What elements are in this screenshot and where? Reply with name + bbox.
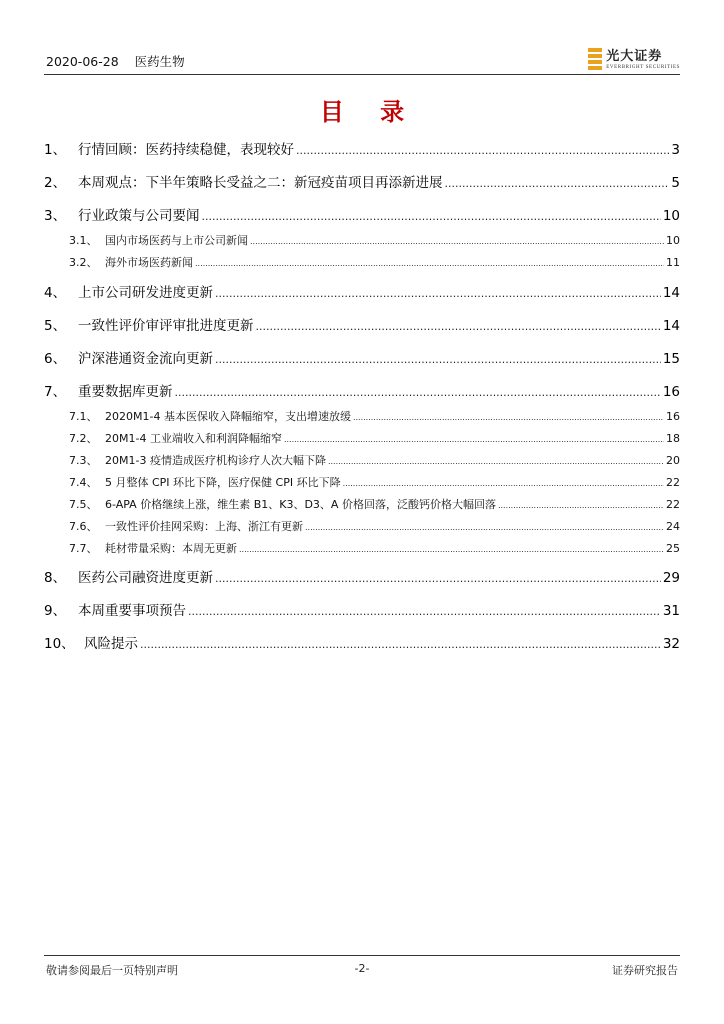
toc-page: 31 <box>662 603 680 619</box>
leader-dots <box>188 605 661 618</box>
toc-text: 风险提示 <box>84 636 138 652</box>
toc-entry-7-7[interactable] <box>44 540 680 556</box>
toc-number: 7.3、 <box>69 454 98 467</box>
page-footer <box>44 955 680 986</box>
toc-text: 医药公司融资进度更新 <box>78 570 213 586</box>
toc-entry-3-1[interactable] <box>44 232 680 248</box>
toc-text: 一致性评价挂网采购：上海、浙江有更新 <box>105 520 303 533</box>
toc-number: 7.1、 <box>69 410 98 423</box>
toc-page: 14 <box>662 318 680 334</box>
page-number: -2- <box>354 962 370 975</box>
toc-number: 6、 <box>44 351 67 367</box>
header-meta <box>46 52 185 70</box>
toc-entry-7-1[interactable] <box>44 408 680 424</box>
toc-entry-7-6[interactable] <box>44 518 680 534</box>
logo-mark-icon <box>588 48 602 70</box>
toc-number: 7.6、 <box>69 520 98 533</box>
toc-text: 2020M1-4 基本医保收入降幅缩窄，支出增速放缓 <box>105 410 351 423</box>
toc-number: 9、 <box>44 603 67 619</box>
leader-dots <box>175 386 661 399</box>
page-header <box>44 40 680 75</box>
leader-dots <box>353 413 664 422</box>
toc-number: 3.2、 <box>69 256 98 269</box>
toc-entry-9[interactable] <box>44 599 680 619</box>
toc-page: 22 <box>666 498 680 511</box>
toc-page: 29 <box>662 570 680 586</box>
toc-entry-7-3[interactable] <box>44 452 680 468</box>
toc-entry-7-5[interactable] <box>44 496 680 512</box>
toc-text: 本周观点：下半年策略长受益之二：新冠疫苗项目再添新进展 <box>78 175 443 191</box>
leader-dots <box>250 237 664 246</box>
toc-entry-5[interactable] <box>44 314 680 334</box>
toc-number: 10、 <box>44 636 75 652</box>
report-type: 证券研究报告 <box>612 964 678 977</box>
report-date: 2020-06-28 <box>46 54 119 69</box>
toc-page: 32 <box>662 636 680 652</box>
toc-entry-7-4[interactable] <box>44 474 680 490</box>
toc-page: 10 <box>662 208 680 224</box>
toc-page: 5 <box>671 175 680 191</box>
leader-dots <box>343 479 664 488</box>
toc-entry-10[interactable] <box>44 632 680 652</box>
toc-entry-7-2[interactable] <box>44 430 680 446</box>
toc-number: 7.7、 <box>69 542 98 555</box>
toc-text: 20M1-3 疫情造成医疗机构诊疗人次大幅下降 <box>105 454 326 467</box>
toc-text: 本周重要事项预告 <box>78 603 186 619</box>
toc-number: 7.5、 <box>69 498 98 511</box>
toc-entry-6[interactable] <box>44 347 680 367</box>
toc-page: 15 <box>662 351 680 367</box>
toc-number: 7、 <box>44 384 67 400</box>
toc-text: 海外市场医药新闻 <box>105 256 193 269</box>
toc-text: 行业政策与公司要闻 <box>78 208 200 224</box>
toc-number: 4、 <box>44 285 67 301</box>
toc-page: 25 <box>666 542 680 555</box>
toc-page: 24 <box>666 520 680 533</box>
leader-dots <box>498 501 664 510</box>
toc-text: 20M1-4 工业端收入和利润降幅缩窄 <box>105 432 282 445</box>
toc-number: 5、 <box>44 318 67 334</box>
leader-dots <box>215 287 661 300</box>
toc-page: 22 <box>666 476 680 489</box>
logo-name-cn: 光大证券 <box>606 49 663 64</box>
toc-text: 耗材带量采购：本周无更新 <box>105 542 237 555</box>
leader-dots <box>284 435 664 444</box>
toc-text: 行情回顾：医药持续稳健，表现较好 <box>78 142 294 158</box>
leader-dots <box>256 320 661 333</box>
leader-dots <box>140 638 661 651</box>
disclaimer-note: 敬请参阅最后一页特别声明 <box>46 964 178 977</box>
toc-page: 20 <box>666 454 680 467</box>
toc-number: 7.4、 <box>69 476 98 489</box>
toc-text: 国内市场医药与上市公司新闻 <box>105 234 248 247</box>
toc-title: 目 录 <box>319 98 419 126</box>
toc-entry-3[interactable] <box>44 204 680 224</box>
toc-page: 14 <box>662 285 680 301</box>
logo-name-en: EVERBRIGHT SECURITIES <box>606 65 680 70</box>
toc-entry-2[interactable] <box>44 171 680 191</box>
toc-entry-4[interactable] <box>44 281 680 301</box>
leader-dots <box>215 572 661 585</box>
toc-entry-7[interactable] <box>44 380 680 400</box>
toc-page: 3 <box>671 142 680 158</box>
everbright-logo <box>588 48 680 70</box>
toc-text: 上市公司研发进度更新 <box>78 285 213 301</box>
toc-number: 1、 <box>44 142 67 158</box>
toc-number: 3、 <box>44 208 67 224</box>
toc-page: 11 <box>666 256 680 269</box>
toc-page: 18 <box>666 432 680 445</box>
leader-dots <box>296 144 669 157</box>
leader-dots <box>239 545 664 554</box>
toc-text: 5 月整体 CPI 环比下降，医疗保健 CPI 环比下降 <box>105 476 341 489</box>
report-sector: 医药生物 <box>134 54 185 69</box>
toc-text: 重要数据库更新 <box>78 384 173 400</box>
toc-number: 2、 <box>44 175 67 191</box>
toc-number: 7.2、 <box>69 432 98 445</box>
toc-entry-1[interactable] <box>44 138 680 158</box>
toc-page: 16 <box>666 410 680 423</box>
leader-dots <box>305 523 664 532</box>
toc-text: 一致性评价审评审批进度更新 <box>78 318 254 334</box>
toc-text: 沪深港通资金流向更新 <box>78 351 213 367</box>
toc-entry-3-2[interactable] <box>44 254 680 270</box>
leader-dots <box>215 353 661 366</box>
toc-page: 16 <box>662 384 680 400</box>
leader-dots <box>445 177 670 190</box>
leader-dots <box>195 259 664 268</box>
toc-entry-8[interactable] <box>44 566 680 586</box>
toc-number: 3.1、 <box>69 234 98 247</box>
toc-number: 8、 <box>44 570 67 586</box>
leader-dots <box>328 457 664 466</box>
toc-text: 6-APA 价格继续上涨，维生素 B1、K3、D3、A 价格回落，泛酸钙价格大幅回落 <box>105 498 496 511</box>
toc-page: 10 <box>666 234 680 247</box>
leader-dots <box>202 210 661 223</box>
